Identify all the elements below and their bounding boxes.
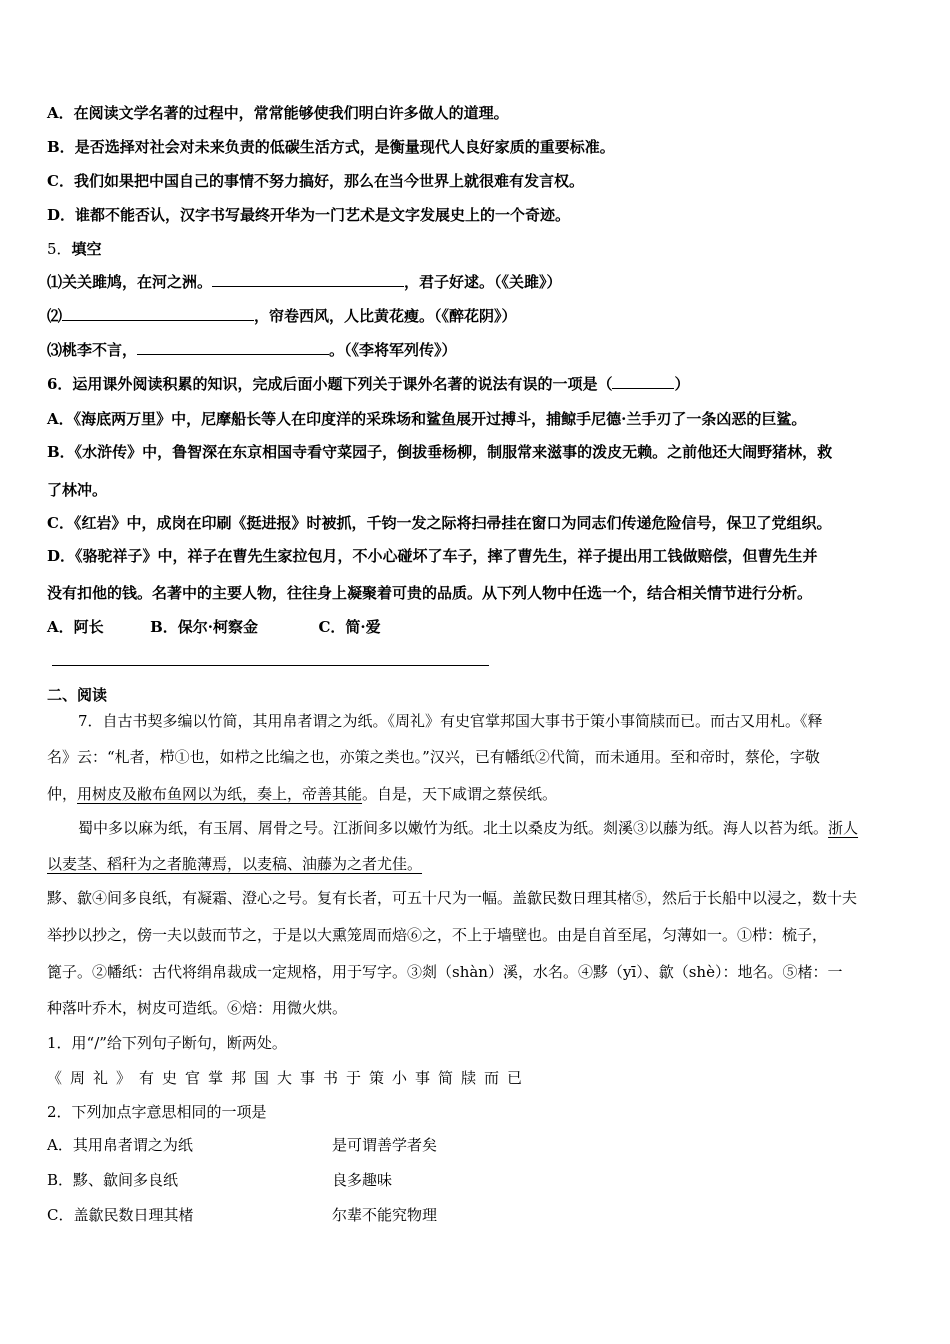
passage-p1-line2: 名》云：“札者，栉①也，如栉之比编之也，亦策之类也。”汉兴，已有幡纸②代简，而未通用。至和帝时，蔡伦，字敬 — [47, 748, 820, 766]
passage-p2-line1: 蜀中多以麻为纸，有玉屑、屑骨之号。江浙间多以嫩竹为纸。北土以桑皮为纸。剡溪③以藤为纸。海人以苔为纸。浙人 — [78, 819, 859, 837]
fill-blank-2[interactable] — [62, 306, 254, 321]
q6-option-d-line1: D．《骆驼祥子》中，祥子在曹先生家拉包月，不小心碰坏了车子，摔了曹先生，祥子提出用工钱做赔偿，但曹先生并 — [47, 547, 818, 565]
q5-line1: ⑴关关雎鸠，在河之洲。 ，君子好逑。（《关雎》） — [47, 273, 562, 291]
q5-line3: ⑶桃李不言， 。（《李将军列传》） — [47, 341, 457, 359]
fill-blank-1[interactable] — [212, 272, 404, 287]
q6-option-a: A．《海底两万里》中，尼摩船长等人在印度洋的采珠场和鲨鱼展开过搏斗，捕鲸手尼德·兰手刃了一条凶恶的巨鲨。 — [47, 410, 807, 428]
sub-q2-row-c: C．盖歙民数日理其楮 尔辈不能究物理 — [47, 1206, 438, 1224]
q6-stem: 6．运用课外阅读积累的知识，完成后面小题下列关于课外名著的说法有误的一项是（ ） — [47, 375, 690, 393]
sub-q2-row-b: B．黟、歙间多良纸 良多趣味 — [47, 1171, 393, 1189]
sub-q2-title: 2．下列加点字意思相同的一项是 — [47, 1103, 267, 1121]
answer-line — [52, 665, 489, 666]
sub-q1-sentence: 《周礼》有史官掌邦国大事书于策小事简牍而已 — [47, 1069, 531, 1087]
choice-a: A．阿长 — [47, 618, 104, 636]
q6-option-b-line1: B．《水浒传》中，鲁智深在东京相国寺看守菜园子，倒拔垂杨柳，制服常来滋事的泼皮无赖。之前他还大闹野猪林，救 — [47, 443, 833, 461]
q6-choices — [47, 617, 381, 637]
passage-p2-line2 — [47, 854, 422, 874]
passage-p3-line3: 篦子。②幡纸：古代将绢帛裁成一定规格，用于写字。③剡（shàn）溪，水名。④黟（yī）、歙（shè）：地名。⑤楮：一 — [47, 963, 843, 981]
q4-option-a: A．在阅读文学名著的过程中，常常能够使我们明白许多做人的道理。 — [47, 104, 509, 122]
q4-option-d: D．谁都不能否认，汉字书写最终开华为一门艺术是文字发展史上的一个奇迹。 — [47, 206, 571, 224]
sub-q2-row-a: A．其用帛者谓之为纸 是可谓善学者矣 — [47, 1136, 438, 1154]
q4-option-c: C．我们如果把中国自己的事情不努力搞好，那么在当今世界上就很难有发言权。 — [47, 172, 584, 190]
passage-p3-line4: 种落叶乔木，树皮可造纸。⑥焙：用微火烘。 — [47, 999, 348, 1017]
underlined-sentence-2: 以麦茎、稻秆为之者脆薄焉，以麦稿、油藤为之者尤佳。 — [47, 855, 423, 873]
passage-p1-line1: 7．自古书契多编以竹简，其用帛者谓之为纸。《周礼》有史官掌邦国大事书于策小事简牍而已。而古又用札。《释 — [78, 712, 823, 730]
sub-q1-title: 1．用“/”给下列句子断句，断两处。 — [47, 1034, 287, 1052]
q6-option-c: C．《红岩》中，成岗在印刷《挺进报》时被抓，千钧一发之际将扫帚挂在窗口为同志们传递危险信号，保卫了党组织。 — [47, 514, 832, 532]
q6-option-d-line2: 没有扣他的钱。名著中的主要人物，往往身上凝聚着可贵的品质。从下列人物中任选一个，结合相关情节进行分析。 — [47, 584, 813, 602]
q5-line2: ⑵ ，帘卷西风，人比黄花瘦。（《醉花阴》） — [47, 307, 517, 325]
q6-option-b-line2: 了林冲。 — [47, 481, 108, 499]
underlined-sentence-1: 用树皮及敝布鱼网以为纸，奏上，帝善其能 — [77, 785, 363, 803]
fill-blank-3[interactable] — [137, 340, 329, 355]
passage-p3-line1: 黟、歙④间多良纸，有凝霜、澄心之号。复有长者，可五十尺为一幅。盖歙民数日理其楮⑤，然后于长船中以浸之，数十夫 — [47, 889, 858, 907]
choice-b: B．保尔·柯察金 — [150, 618, 259, 636]
q6-answer-blank[interactable] — [612, 374, 674, 389]
q5-heading: 5．填空 — [47, 240, 102, 258]
passage-p3-line2: 举抄以抄之，傍一夫以鼓而节之，于是以大熏笼周而焙⑥之，不上于墙壁也。由是自首至尾，匀薄如一。①栉：梳子， — [47, 926, 828, 944]
choice-c: C．简·爱 — [318, 618, 381, 636]
passage-p1-line3: 仲，用树皮及敝布鱼网以为纸，奏上，帝善其能。自是，天下咸谓之蔡侯纸。 — [47, 785, 558, 803]
q4-option-b: B．是否选择对社会对未来负责的低碳生活方式，是衡量现代人良好家质的重要标准。 — [47, 138, 615, 156]
section-title: 二、阅读 — [47, 686, 108, 704]
